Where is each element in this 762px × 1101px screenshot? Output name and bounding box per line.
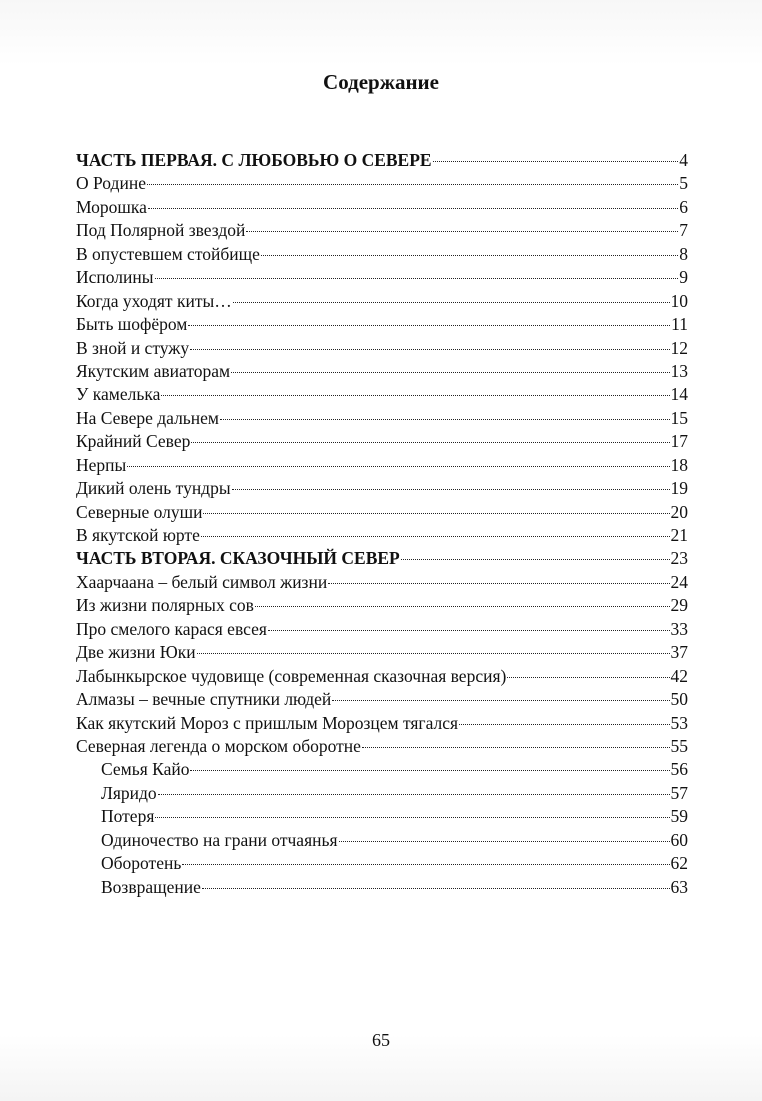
toc-entry-title: В зной и стужу (76, 337, 190, 358)
dot-leader (328, 583, 669, 584)
toc-entry-title: Исполины (76, 267, 154, 288)
toc-entry-page: 4 (679, 150, 688, 170)
toc-entry (76, 430, 688, 453)
toc-entry-title: ЧАСТЬ ПЕРВАЯ. С ЛЮБОВЬЮ О СЕВЕРЕ (76, 150, 432, 170)
toc-entry-title: ЧАСТЬ ВТОРАЯ. СКАЗОЧНЫЙ СЕВЕР (76, 548, 400, 569)
dot-leader (190, 349, 669, 350)
toc-entry-page: 21 (670, 525, 688, 545)
dot-leader (332, 700, 669, 701)
toc-entry (76, 219, 688, 242)
toc-entry-page: 63 (670, 876, 688, 897)
toc-entry (76, 454, 688, 477)
dot-leader (147, 184, 678, 185)
toc-entry-title: Из жизни полярных сов (76, 595, 254, 616)
toc-entry-page: 24 (670, 571, 688, 592)
dot-leader (232, 489, 670, 490)
toc-entry-title: Северные олуши (76, 501, 203, 522)
toc-entry-title: Алмазы – вечные спутники людей (76, 689, 332, 710)
toc-entry (76, 735, 688, 758)
table-of-contents (76, 149, 688, 899)
toc-entry-page: 59 (670, 806, 688, 827)
toc-entry-page: 13 (670, 360, 688, 381)
toc-entry-page: 20 (670, 501, 688, 522)
toc-entry-title: Про смелого карася евсея (76, 618, 267, 639)
dot-leader (148, 208, 678, 209)
dot-leader (433, 161, 679, 162)
toc-entry-title: Когда уходят киты… (76, 290, 232, 311)
toc-part-heading (76, 547, 688, 570)
toc-entry (76, 876, 688, 899)
toc-entry (76, 313, 688, 336)
toc-entry (76, 782, 688, 805)
dot-leader (362, 747, 670, 748)
dot-leader (201, 536, 670, 537)
toc-entry-page: 8 (679, 243, 688, 264)
dot-leader (268, 630, 670, 631)
dot-leader (202, 888, 670, 889)
toc-entry-title: Ляридо (101, 782, 157, 803)
toc-entry (76, 665, 688, 688)
toc-entry (76, 829, 688, 852)
dot-leader (161, 395, 669, 396)
toc-entry-title: Нерпы (76, 454, 127, 475)
toc-entry (76, 407, 688, 430)
toc-entry-title: О Родине (76, 173, 146, 194)
dot-leader (197, 653, 670, 654)
toc-entry-page: 19 (670, 478, 688, 499)
toc-entry (76, 852, 688, 875)
toc-entry (76, 712, 688, 735)
toc-entry (76, 758, 688, 781)
dot-leader (158, 794, 670, 795)
toc-entry (76, 571, 688, 594)
dot-leader (401, 559, 670, 560)
dot-leader (246, 231, 678, 232)
toc-entry (76, 266, 688, 289)
toc-entry (76, 618, 688, 641)
dot-leader (233, 302, 670, 303)
dot-leader (507, 677, 669, 678)
toc-entry-page: 53 (670, 712, 688, 733)
toc-entry-page: 50 (670, 689, 688, 710)
toc-entry-page: 6 (679, 196, 688, 217)
toc-entry (76, 477, 688, 500)
toc-entry-page: 55 (670, 735, 688, 756)
toc-entry (76, 337, 688, 360)
toc-entry (76, 641, 688, 664)
toc-entry-title: Как якутский Мороз с пришлым Морозцем тягался (76, 712, 459, 733)
toc-entry (76, 524, 688, 547)
toc-entry-title: Морошка (76, 196, 147, 217)
toc-entry-title: Быть шофёром (76, 314, 188, 335)
toc-entry-title: Лабынкырское чудовище (современная сказочная версия) (76, 665, 507, 686)
toc-entry-title: Семья Кайо (101, 759, 190, 780)
toc-entry (76, 501, 688, 524)
toc-entry-title: Потеря (101, 806, 155, 827)
toc-entry-page: 60 (670, 829, 688, 850)
toc-entry-page: 33 (670, 618, 688, 639)
toc-entry-title: Возвращение (101, 876, 201, 897)
dot-leader (191, 442, 669, 443)
toc-entry-title: Крайний Север (76, 431, 191, 452)
toc-entry-page: 7 (679, 220, 688, 241)
toc-entry-title: У камелька (76, 384, 161, 405)
toc-entry-title: Северная легенда о морском оборотне (76, 735, 361, 756)
page-number: 65 (372, 1030, 390, 1050)
page-title: Содержание (323, 70, 439, 94)
toc-entry-title: На Севере дальнем (76, 407, 219, 428)
dot-leader (190, 770, 669, 771)
dot-leader (188, 325, 670, 326)
toc-entry-title: Одиночество на грани отчаянья (101, 829, 338, 850)
toc-entry (76, 196, 688, 219)
toc-entry (76, 594, 688, 617)
toc-entry-page: 56 (670, 759, 688, 780)
toc-entry-title: Оборотень (101, 853, 182, 874)
toc-entry-title: Якутским авиаторам (76, 360, 231, 381)
toc-entry-page: 18 (670, 454, 688, 475)
toc-entry-page: 15 (670, 407, 688, 428)
toc-entry-page: 37 (670, 642, 688, 663)
toc-entry-page: 42 (670, 665, 688, 686)
dot-leader (127, 466, 669, 467)
dot-leader (203, 513, 669, 514)
toc-entry (76, 383, 688, 406)
dot-leader (182, 864, 669, 865)
dot-leader (155, 278, 679, 279)
dot-leader (261, 255, 678, 256)
toc-entry (76, 688, 688, 711)
dot-leader (155, 817, 669, 818)
toc-entry-title: В опустевшем стойбище (76, 243, 260, 264)
toc-entry-title: Две жизни Юки (76, 642, 196, 663)
toc-entry (76, 360, 688, 383)
toc-entry-page: 14 (670, 384, 688, 405)
toc-entry-page: 10 (670, 290, 688, 311)
toc-entry (76, 172, 688, 195)
toc-entry-title: Хаарчаана ‒ белый символ жизни (76, 571, 328, 592)
toc-entry-page: 29 (670, 595, 688, 616)
toc-entry (76, 805, 688, 828)
toc-entry-title: Дикий олень тундры (76, 478, 231, 499)
toc-entry-page: 62 (670, 853, 688, 874)
dot-leader (255, 606, 670, 607)
toc-entry-page: 57 (670, 782, 688, 803)
toc-entry-title: В якутской юрте (76, 525, 200, 545)
toc-entry-page: 23 (670, 548, 688, 569)
toc-entry-page: 11 (671, 314, 688, 335)
toc-entry-page: 17 (670, 431, 688, 452)
dot-leader (339, 841, 670, 842)
toc-entry-title: Под Полярной звездой (76, 220, 246, 241)
dot-leader (231, 372, 669, 373)
toc-entry-page: 9 (679, 267, 688, 288)
toc-entry-page: 5 (679, 173, 688, 194)
toc-part-heading (76, 149, 688, 172)
toc-entry-page: 12 (670, 337, 688, 358)
toc-entry (76, 243, 688, 266)
toc-entry (76, 290, 688, 313)
dot-leader (459, 724, 669, 725)
dot-leader (220, 419, 670, 420)
